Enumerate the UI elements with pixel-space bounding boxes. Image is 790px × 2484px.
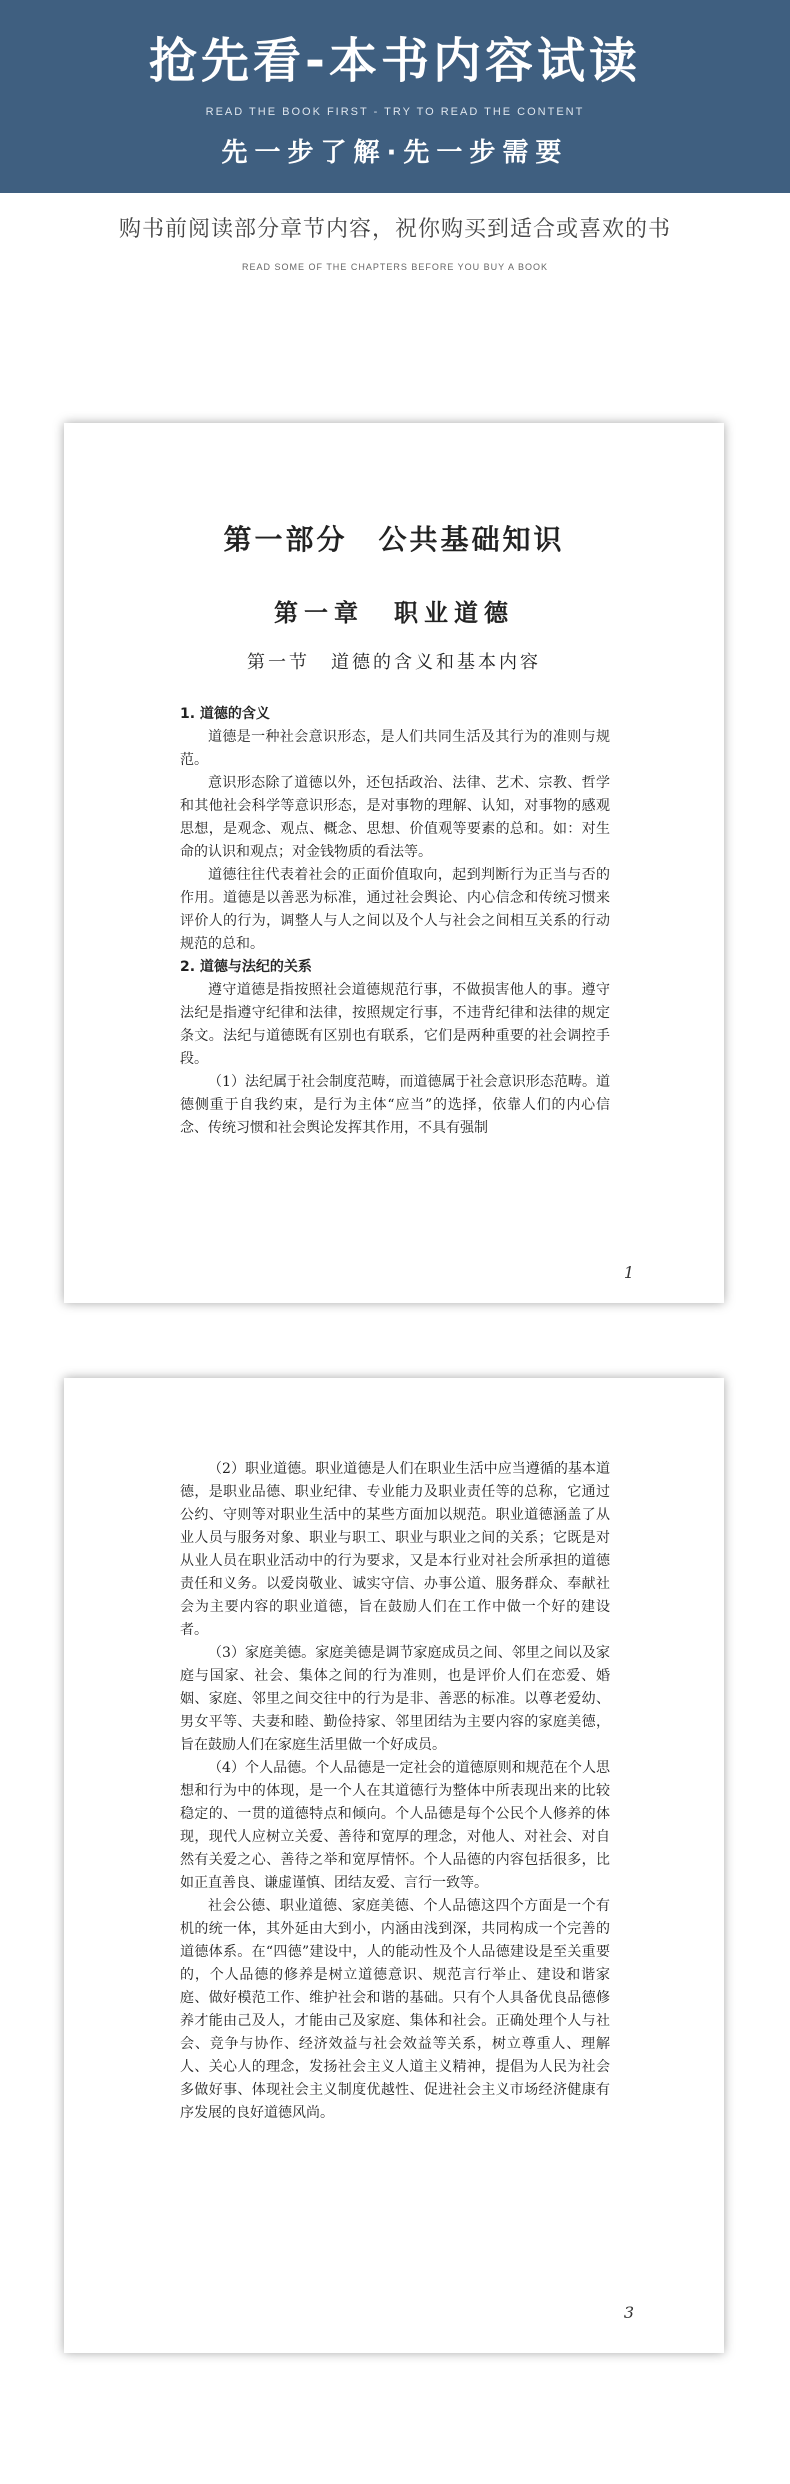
heading-moral-law: 2. 道德与法纪的关系 [180, 959, 312, 975]
paragraph: 道德往往代表着社会的正面价值取向，起到判断行为正当与否的作用。道德是以善恶为标准，通过社会舆论、内心信念和传统习惯来评价人的行为，调整人与人之间以及个人与社会之间相互关系的行动规范的总和。 [180, 867, 610, 952]
paragraph: （2）职业道德。职业道德是人们在职业生活中应当遵循的基本道德，是职业品德、职业纪律、专业能力及职业责任等的总称，它通过公约、守则等对职业生活中的某些方面加以规范。职业道德涵盖了从业人员与服务对象、职业与职工、职业与职业之间的关系；它既是对从业人员在职业活动中的行为要求，又是本行业对社会所承担的道德责任和义务。以爱岗敬业、诚实守信、办事公道、服务群众、奉献社会为主要内容的职业道德，旨在鼓励人们在工作中做一个好的建设者。 [180, 1461, 610, 1638]
paragraph: （1）法纪属于社会制度范畴，而道德属于社会意识形态范畴。道德侧重于自我约束，是行为主体“应当”的选择，依靠人们的内心信念、传统习惯和社会舆论发挥其作用，不具有强制 [180, 1074, 610, 1136]
heading-moral-meaning: 1. 道德的含义 [180, 706, 270, 722]
paragraph: 意识形态除了道德以外，还包括政治、法律、艺术、宗教、哲学和其他社会科学等意识形态，是对事物的理解、认知，对事物的感观思想，是观念、观点、概念、思想、价值观等要素的总和。如：对生命的认识和观点；对金钱物质的看法等。 [180, 775, 610, 860]
sample-page-1 [64, 423, 724, 1303]
paragraph: 道德是一种社会意识形态，是人们共同生活及其行为的准则与规范。 [180, 729, 610, 768]
part-title: 第一部分 公共基础知识 [223, 523, 565, 556]
intro-subtext: READ SOME OF THE CHAPTERS BEFORE YOU BUY A BOOK [241, 262, 549, 272]
header-banner [0, 0, 790, 193]
sample-page-2 [64, 1378, 724, 2353]
chapter-title: 第一章 职业道德 [274, 598, 514, 627]
page1-body [180, 703, 610, 1163]
banner-tagline: 先一步了解·先一步需要 [221, 138, 569, 168]
intro-text: 购书前阅读部分章节内容，祝你购买到适合或喜欢的书 [118, 217, 671, 242]
page-number: 1 [623, 1263, 634, 1282]
paragraph: 社会公德、职业道德、家庭美德、个人品德这四个方面是一个有机的统一体，其外延由大到小，内涵由浅到深，共同构成一个完善的道德体系。在“四德”建设中，人的能动性及个人品德建设是至关重要的，个人品德的修养是树立道德意识、规范言行举止、建设和谐家庭、做好模范工作、维护社会和谐的基础。只有个人具备优良品德修养才能由己及人，才能由己及家庭、集体和社会。正确处理个人与社会、竞争与协作、经济效益与社会效益等关系，树立尊重人、理解人、关心人的理念，发扬社会主义人道主义精神，提倡为人民为社会多做好事、体现社会主义制度优越性、促进社会主义市场经济健康有序发展的良好道德风尚。 [180, 1898, 610, 2121]
paragraph: （3）家庭美德。家庭美德是调节家庭成员之间、邻里之间以及家庭与国家、社会、集体之间的行为准则，也是评价人们在恋爱、婚姻、家庭、邻里之间交往中的行为是非、善恶的标准。以尊老爱幼、男女平等、夫妻和睦、勤俭持家、邻里团结为主要内容的家庭美德，旨在鼓励人们在家庭生活里做一个好成员。 [180, 1645, 610, 1753]
section-title: 第一节 道德的含义和基本内容 [247, 652, 541, 673]
banner-title: 抢先看-本书内容试读 [149, 33, 641, 89]
page-number: 3 [623, 2303, 634, 2322]
paragraph: （4）个人品德。个人品德是一定社会的道德原则和规范在个人思想和行为中的体现，是一个人在其道德行为整体中所表现出来的比较稳定的、一贯的道德特点和倾向。个人品德是每个公民个人修养的体现，现代人应树立关爱、善待和宽厚的理念，对他人、对社会、对自然有关爱之心、善待之举和宽厚情怀。个人品德的内容包括很多，比如正直善良、谦虚谨慎、团结友爱、言行一致等。 [180, 1760, 610, 1891]
banner-subtitle: READ THE BOOK FIRST - TRY TO READ THE CONTENT [205, 106, 585, 118]
page2-body [180, 1458, 610, 2288]
paragraph: 遵守道德是指按照社会道德规范行事，不做损害他人的事。遵守法纪是指遵守纪律和法律，按照规定行事，不违背纪律和法律的规定条文。法纪与道德既有区别也有联系，它们是两种重要的社会调控手段。 [180, 982, 610, 1067]
